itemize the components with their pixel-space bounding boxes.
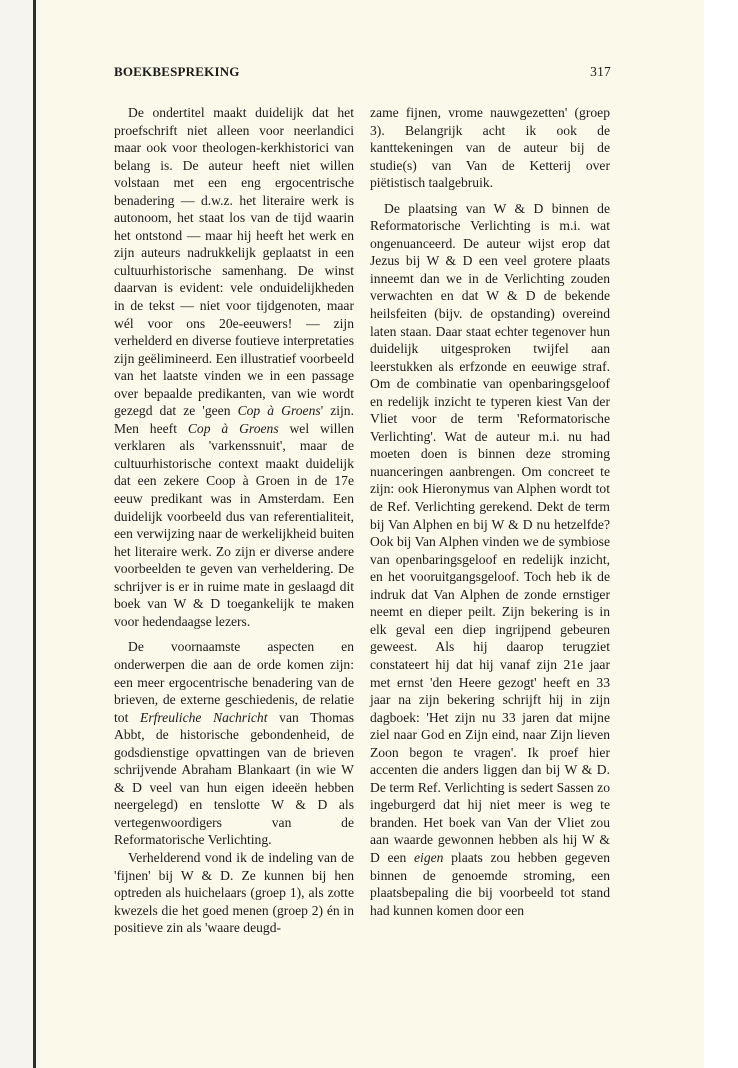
paragraph [114, 638, 354, 849]
emphasis: eigen [414, 849, 444, 865]
text-run: De voornaamste aspecten en onderwerpen die aan de orde komen zijn: een meer ergocentrische benadering van de brieven, de externe geschiedenis, de relatie tot [114, 639, 354, 725]
paragraph: Verhelderend vond ik de indeling van de 'fijnen' bij W & D. Ze kunnen bij hen optreden als huichelaars (groep 1), als zotte kwezels die het goed menen (groep 2) én in positieve zin als 'waare deugd- [114, 849, 354, 936]
paragraph: zame fijnen, vrome nauwgezetten' (groep 3). Belangrijk acht ik ook de kanttekeningen van de auteur bij de studie(s) van Van de Ketterij over piëtistisch taalgebruik. [370, 105, 610, 191]
scan-edge-line [33, 0, 36, 1068]
text-run: plaats zou hebben gegeven binnen de genoemde stroming, een plaatsbepaling die bij voorbeeld tot stand had kunnen komen door een [370, 849, 610, 918]
section-title: BOEKBESPREKING [114, 64, 240, 79]
scan-edge [0, 0, 40, 1068]
emphasis: Cop à Groens [237, 403, 321, 419]
emphasis: Erfreuliche Nachricht [140, 709, 268, 725]
text-run: van Thomas Abbt, de historische gebondenheid, de godsdienstige opvattingen van de brieven schrijvende Abraham Blankaart (in wie W & D veel van hun eigen ideeën hebben neergelegd) en tenslotte W & D als vertegenwoordigers van de Reformatorische Verlichting. [114, 709, 355, 848]
text-run: De plaatsing van W & D binnen de Reformatorische Verlichting is m.i. wat ongenuanceerd. De auteur wijst erop dat Jezus bij W & D een veel grotere plaats inneemt dan we in de Verlichting zouden verwachten en dat W & D de bekende heilsfeiten (bijv. de opstanding) overeind laten staan. Daar staat echter tegenover hun duidelijk uitgesproken twijfel aan leerstukken als erfzonde en eeuwige straf. Om de combinatie van openbaringsgeloof en redelijk inzicht te typeren kiest Van der Vliet voor de term 'Reformatorische Verlichting'. Wat de auteur m.i. nu had moeten doen is binnen deze stroming nuanceringen aanbrengen. Om concreet te zijn: ook Hieronymus van Alphen wordt tot de Ref. Verlichting gerekend. Dekt de term bij Van Alphen en bij W & D nu hetzelfde? Ook bij Van Alphen vinden we de symbiose van openbaringsgeloof en redelijk inzicht, en het vooruitgangsgeloof. Toch heb ik de indruk dat Van Alphen de zonde ernstiger neemt en dieper peilt. Zijn bekering is in elk geval een diep ingrijpend gebeuren geweest. Als hij daarop terugziet constateert hij dat hij vanaf zijn 21e jaar met ernst 'den Heere gezogt' heeft en 33 jaar na zijn bekering schrijft hij in zijn dagboek: 'Het zijn nu 33 jaren dat mijne ziel naar God en Zijn eind, naar Zijn lieven Zoon begon te vragen'. Ik proef hier accenten die anders liggen dan bij W & D. De term Ref. Verlichting is sedert Sassen zo ingeburgerd dat hij niet meer is weg te branden. Het boek van Van der Vliet zou aan waarde gewonnen hebben als hij W & D een [370, 200, 610, 865]
text-run: wel willen verklaren als 'varkenssnuit', maar de cultuurhistorische context maakt duidelijk dat een zekere Coop à Groen in de 17e eeuw predikant was in Amsterdam. Een duidelijk voorbeeld dus van referentialiteit, een verwijzing naar de werkelijkheid buiten het literaire werk. Zo zijn er diverse andere voorbeelden te geven van verheldering. De schrijver is er in ruime mate in geslaagd dit boek van W & D toegankelijk te maken voor hedendaagse lezers. [114, 420, 354, 629]
running-header [114, 64, 611, 86]
left-column [114, 104, 354, 937]
emphasis: Cop à Groens [187, 420, 279, 436]
paragraph [370, 200, 610, 919]
text-run: ' zijn. Men heeft [114, 403, 354, 436]
page-number: 317 [590, 64, 611, 79]
paragraph [114, 104, 354, 630]
right-column [370, 104, 610, 919]
text-run: De ondertitel maakt duidelijk dat het proefschrift niet alleen voor neerlandici maar ook voor theologen-kerkhistorici van belang is. De auteur heeft niet willen volstaan met een eng ergocentrische benadering — d.w.z. het literaire werk is autonoom, het staat los van de tijd waarin het ontstond — maar hij heeft het werk en zijn auteurs nadrukkelijk geplaatst in een cultuurhistorische samenhang. De winst daarvan is evident: vele onduidelijkheden in de tekst — niet voor tijdgenoten, maar wél voor ons 20e-eeuwers! — zijn verhelderd en diverse foutieve interpretaties zijn geëlimineerd. Een illustratief voorbeeld van het laatste vinden we in een passage over bepaalde predikanten, van wie wordt gezegd dat ze 'geen [114, 105, 354, 419]
